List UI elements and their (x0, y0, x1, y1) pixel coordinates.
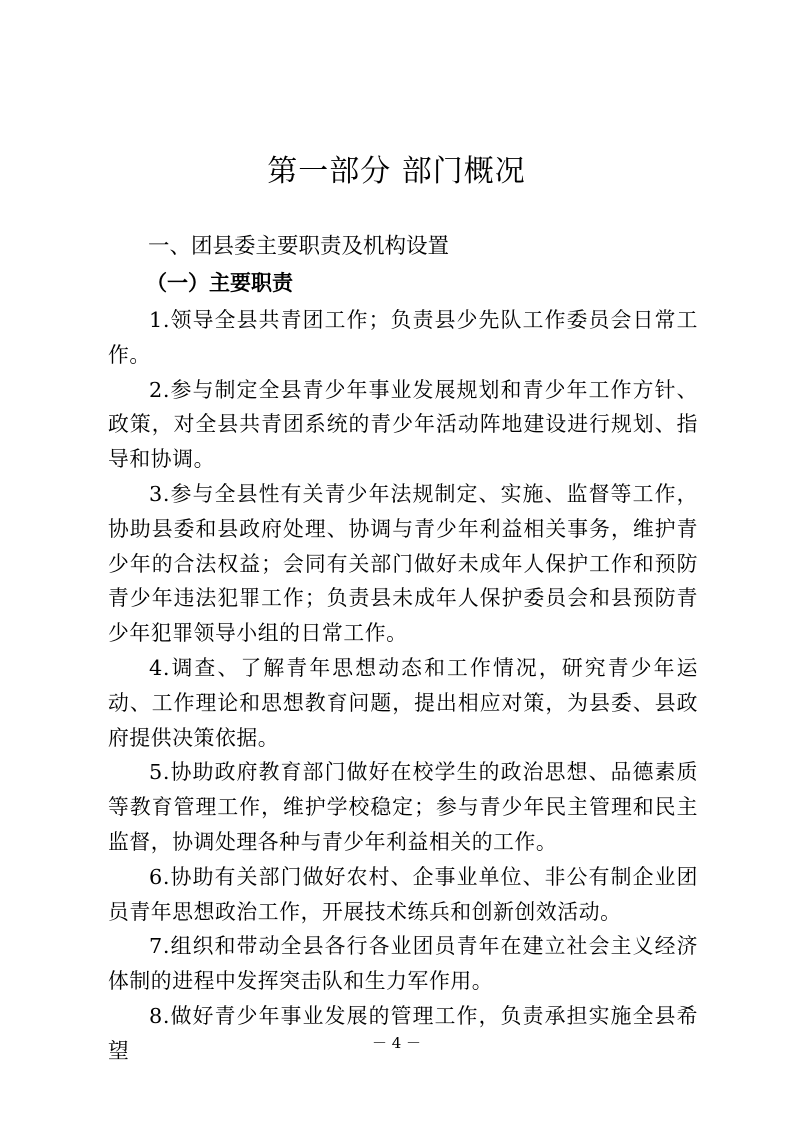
page-number: － 4 － (371, 1034, 422, 1052)
page-title: 第一部分 部门概况 (267, 154, 526, 189)
paragraph-6: 6.协助有关部门做好农村、企事业单位、非公有制企业团员青年思想政治工作，开展技术练兵和创新创效活动。 (108, 864, 698, 924)
paragraph-3: 3.参与全县性有关青少年法规制定、实施、监督等工作，协助县委和县政府处理、协调与青少年利益相关事务，维护青少年的合法权益；会同有关部门做好未成年人保护工作和预防青少年违法犯罪工作；负责县未成年人保护委员会和县预防青少年犯罪领导小组的日常工作。 (108, 481, 698, 646)
paragraph-5: 5.协助政府教育部门做好在校学生的政治思想、品德素质等教育管理工作，维护学校稳定；参与青少年民主管理和民主监督，协调处理各种与青少年利益相关的工作。 (108, 760, 698, 854)
paragraph-7: 7.组织和带动全县各行各业团员青年在建立社会主义经济体制的进程中发挥突击队和生力军作用。 (108, 934, 698, 994)
paragraph-2: 2.参与制定全县青少年事业发展规划和青少年工作方针、政策，对全县共青团系统的青少年活动阵地建设进行规划、指导和协调。 (108, 377, 698, 472)
body-text (108, 303, 698, 1069)
sub-heading: （一）主要职责 (146, 270, 293, 295)
section-heading: 一、团县委主要职责及机构设置 (148, 234, 450, 259)
paragraph-1: 1.领导全县共青团工作；负责县少先队工作委员会日常工作。 (108, 308, 698, 367)
paragraph-4: 4.调查、了解青年思想动态和工作情况，研究青少年运动、工作理论和思想教育问题，提出相应对策，为县委、县政府提供决策依据。 (108, 655, 698, 750)
paragraph-8: 8.做好青少年事业发展的管理工作，负责承担实施全县希望 (108, 1003, 698, 1063)
